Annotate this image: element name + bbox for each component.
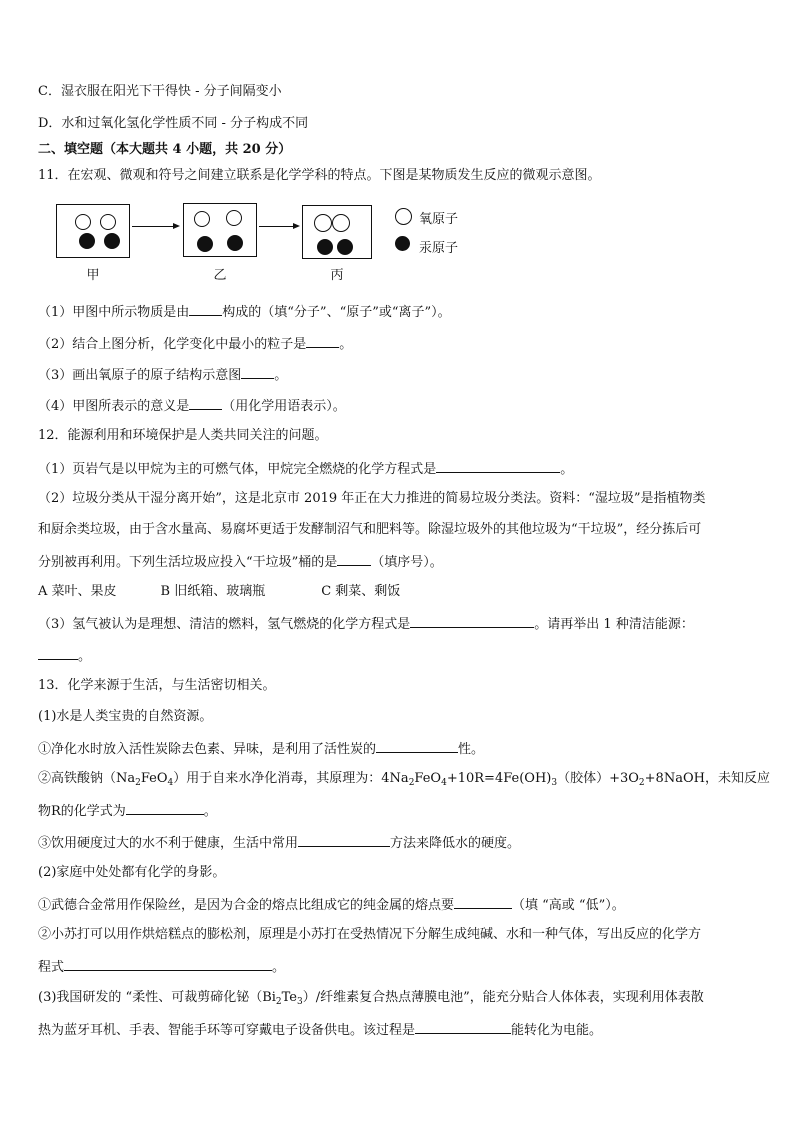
option-c: C．湿衣服在阳光下干得快 - 分子间隔变小: [38, 84, 282, 99]
q13-part2-2-line1: ②小苏打可以用作烘焙糕点的膨松剂，原理是小苏打在受热情况下分解生成纯碱、水和一种气体，写出反应的化学方: [38, 927, 702, 942]
q13-part1-2-line2: 物R的化学式为 。: [38, 801, 217, 821]
oxygen-atom: [100, 214, 116, 230]
box-jia: [56, 204, 130, 258]
option-d: D．水和过氧化氢化学性质不同 - 分子构成不同: [38, 116, 309, 131]
label-jia: 甲: [86, 268, 100, 283]
legend-oxygen: 氧原子: [419, 212, 459, 227]
q12-option-b: B 旧纸箱、玻璃瓶: [160, 584, 266, 599]
oxygen-atom: [314, 214, 332, 232]
q13-part1-2: ②高铁酸钠$(Na_2FeO_4)$用于自来水净化消毒，其原理为：$4Na_2FeO_4+10R=4Fe(OH)_3$（胶体）$+3O_2+8NaOH$，未知反应: [38, 771, 770, 788]
mercury-atom: [79, 233, 95, 249]
section-heading: 二、填空题（本大题共 4 小题，共 20 分）: [38, 142, 292, 157]
q12-option-c: C 剩菜、剩饭: [321, 584, 401, 599]
oxygen-legend-icon: [395, 208, 412, 225]
q11-part3: （3）画出氧原子的原子结构示意图 。: [38, 365, 287, 385]
oxygen-atom: [75, 214, 91, 230]
mercury-legend-icon: [395, 236, 410, 251]
oxygen-atom: [226, 210, 242, 226]
q11-part2: （2）结合上图分析，化学变化中最小的粒子是 。: [38, 334, 352, 354]
q13-part1-1: ①净化水时放入活性炭除去色素、异味，是利用了活性炭的 性。: [38, 739, 484, 759]
arrow-icon: [259, 226, 298, 227]
q11-part4: （4）甲图所表示的意义是 （用化学用语表示）。: [38, 396, 346, 416]
mercury-atom: [197, 236, 213, 252]
q12-part2-line3: 分别被再利用。下列生活垃圾应投入“干垃圾”桶的是 （填序号）。: [38, 552, 443, 572]
q13-part1: (1)水是人类宝贵的自然资源。: [38, 709, 213, 724]
arrow-icon: [132, 226, 178, 227]
q12-part2-line1: （2）垃圾分类从干湿分离开始”，这是北京市 2019 年正在大力推进的简易垃圾分类法。资料：“湿垃圾”是指植物类: [38, 491, 706, 506]
q13-part2-2-line2: 程式 。: [38, 957, 285, 977]
question-11-stem: 11．在宏观、微观和符号之间建立联系是化学学科的特点。下图是某物质发生反应的微观示意图。: [38, 168, 601, 183]
mercury-atom: [317, 239, 333, 255]
box-yi: [183, 203, 257, 257]
q13-part1-3: ③饮用硬度过大的水不利于健康，生活中常用 方法来降低水的硬度。: [38, 833, 520, 853]
q12-part3: （3）氢气被认为是理想、清洁的燃料，氢气燃烧的化学方程式是 。请再举出 1 种清洁能源：: [38, 614, 694, 634]
q11-part1: （1）甲图中所示物质是由 构成的（填“分子”、“原子”或“离子”）。: [38, 302, 451, 322]
box-bing: [302, 205, 372, 259]
q12-part2-line2: 和厨余类垃圾，由于含水量高、易腐坏更适于发酵制沼气和肥料等。除湿垃圾外的其他垃圾为“干垃圾”，经分拣后可: [38, 522, 702, 537]
q13-part3-line2: 热为蓝牙耳机、手表、智能手环等可穿戴电子设备供电。该过程是 能转化为电能。: [38, 1020, 602, 1040]
label-yi: 乙: [213, 268, 227, 283]
question-12-stem: 12．能源利用和环境保护是人类共同关注的问题。: [38, 428, 328, 443]
question-13-stem: 13．化学来源于生活，与生活密切相关。: [38, 678, 276, 693]
q12-option-a: A 菜叶、果皮: [38, 584, 117, 599]
q12-part3-cont: 。: [38, 646, 91, 666]
mercury-atom: [227, 235, 243, 251]
oxygen-atom: [332, 214, 350, 232]
q13-part2-1: ①武德合金常用作保险丝，是因为合金的熔点比组成它的纯金属的熔点要 （填 “高或 “低”）。: [38, 895, 625, 915]
oxygen-atom: [194, 211, 210, 227]
q13-part3-line1: (3)我国研发的 “柔性、可裁剪碲化铋$(Bi_2Te_3)/$纤维素复合热点薄膜电池”，能充分贴合人体体表，实现利用体表散: [38, 990, 704, 1007]
q13-part2: (2)家庭中处处都有化学的身影。: [38, 865, 226, 880]
q12-part1: （1）页岩气是以甲烷为主的可燃气体，甲烷完全燃烧的化学方程式是 。: [38, 459, 573, 479]
legend-mercury: 汞原子: [419, 241, 459, 256]
q12-options: [38, 583, 400, 601]
mercury-atom: [104, 233, 120, 249]
mercury-atom: [337, 239, 353, 255]
label-bing: 丙: [330, 268, 344, 283]
